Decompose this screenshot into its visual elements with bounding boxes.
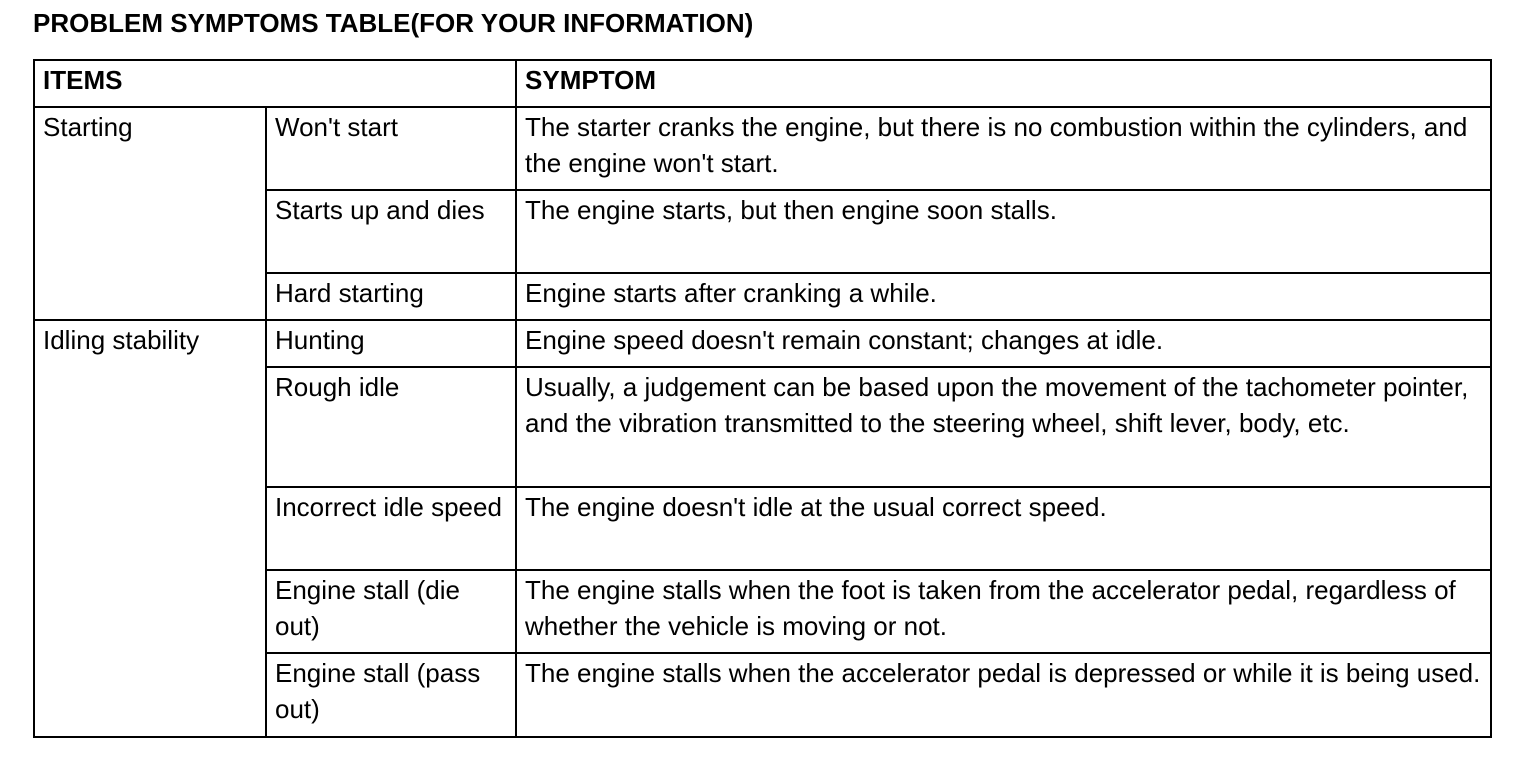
symptom-cell: The engine starts, but then engine soon stalls.: [516, 190, 1491, 273]
table-row: [34, 107, 1491, 190]
page-title: PROBLEM SYMPTOMS TABLE(FOR YOUR INFORMATION): [33, 8, 754, 38]
table-row: [34, 320, 1491, 367]
item-cell: Engine stall (pass out): [266, 653, 516, 737]
symptom-cell: The starter cranks the engine, but there is no combustion within the cylinders, and the engine won't start.: [516, 107, 1491, 190]
symptom-cell: The engine stalls when the foot is taken from the accelerator pedal, regardless of whether the vehicle is moving or not.: [516, 570, 1491, 653]
symptom-cell: The engine doesn't idle at the usual correct speed.: [516, 487, 1491, 570]
item-cell: Rough idle: [266, 367, 516, 487]
item-cell: Won't start: [266, 107, 516, 190]
item-cell: Engine stall (die out): [266, 570, 516, 653]
symptom-cell: Usually, a judgement can be based upon the movement of the tachometer pointer, and the vibration transmitted to the steering wheel, shift lever, body, etc.: [516, 367, 1491, 487]
item-cell: Incorrect idle speed: [266, 487, 516, 570]
problem-symptoms-table: [33, 59, 1492, 738]
item-cell: Hard starting: [266, 273, 516, 320]
item-cell: Starts up and dies: [266, 190, 516, 273]
category-cell: Starting: [34, 107, 266, 320]
category-cell: Idling stability: [34, 320, 266, 737]
symptom-cell: The engine stalls when the accelerator pedal is depressed or while it is being used.: [516, 653, 1491, 737]
header-items: ITEMS: [34, 60, 516, 107]
header-symptom: SYMPTOM: [516, 60, 1491, 107]
symptom-cell: Engine starts after cranking a while.: [516, 273, 1491, 320]
header-row: [34, 60, 1491, 107]
symptom-cell: Engine speed doesn't remain constant; changes at idle.: [516, 320, 1491, 367]
item-cell: Hunting: [266, 320, 516, 367]
